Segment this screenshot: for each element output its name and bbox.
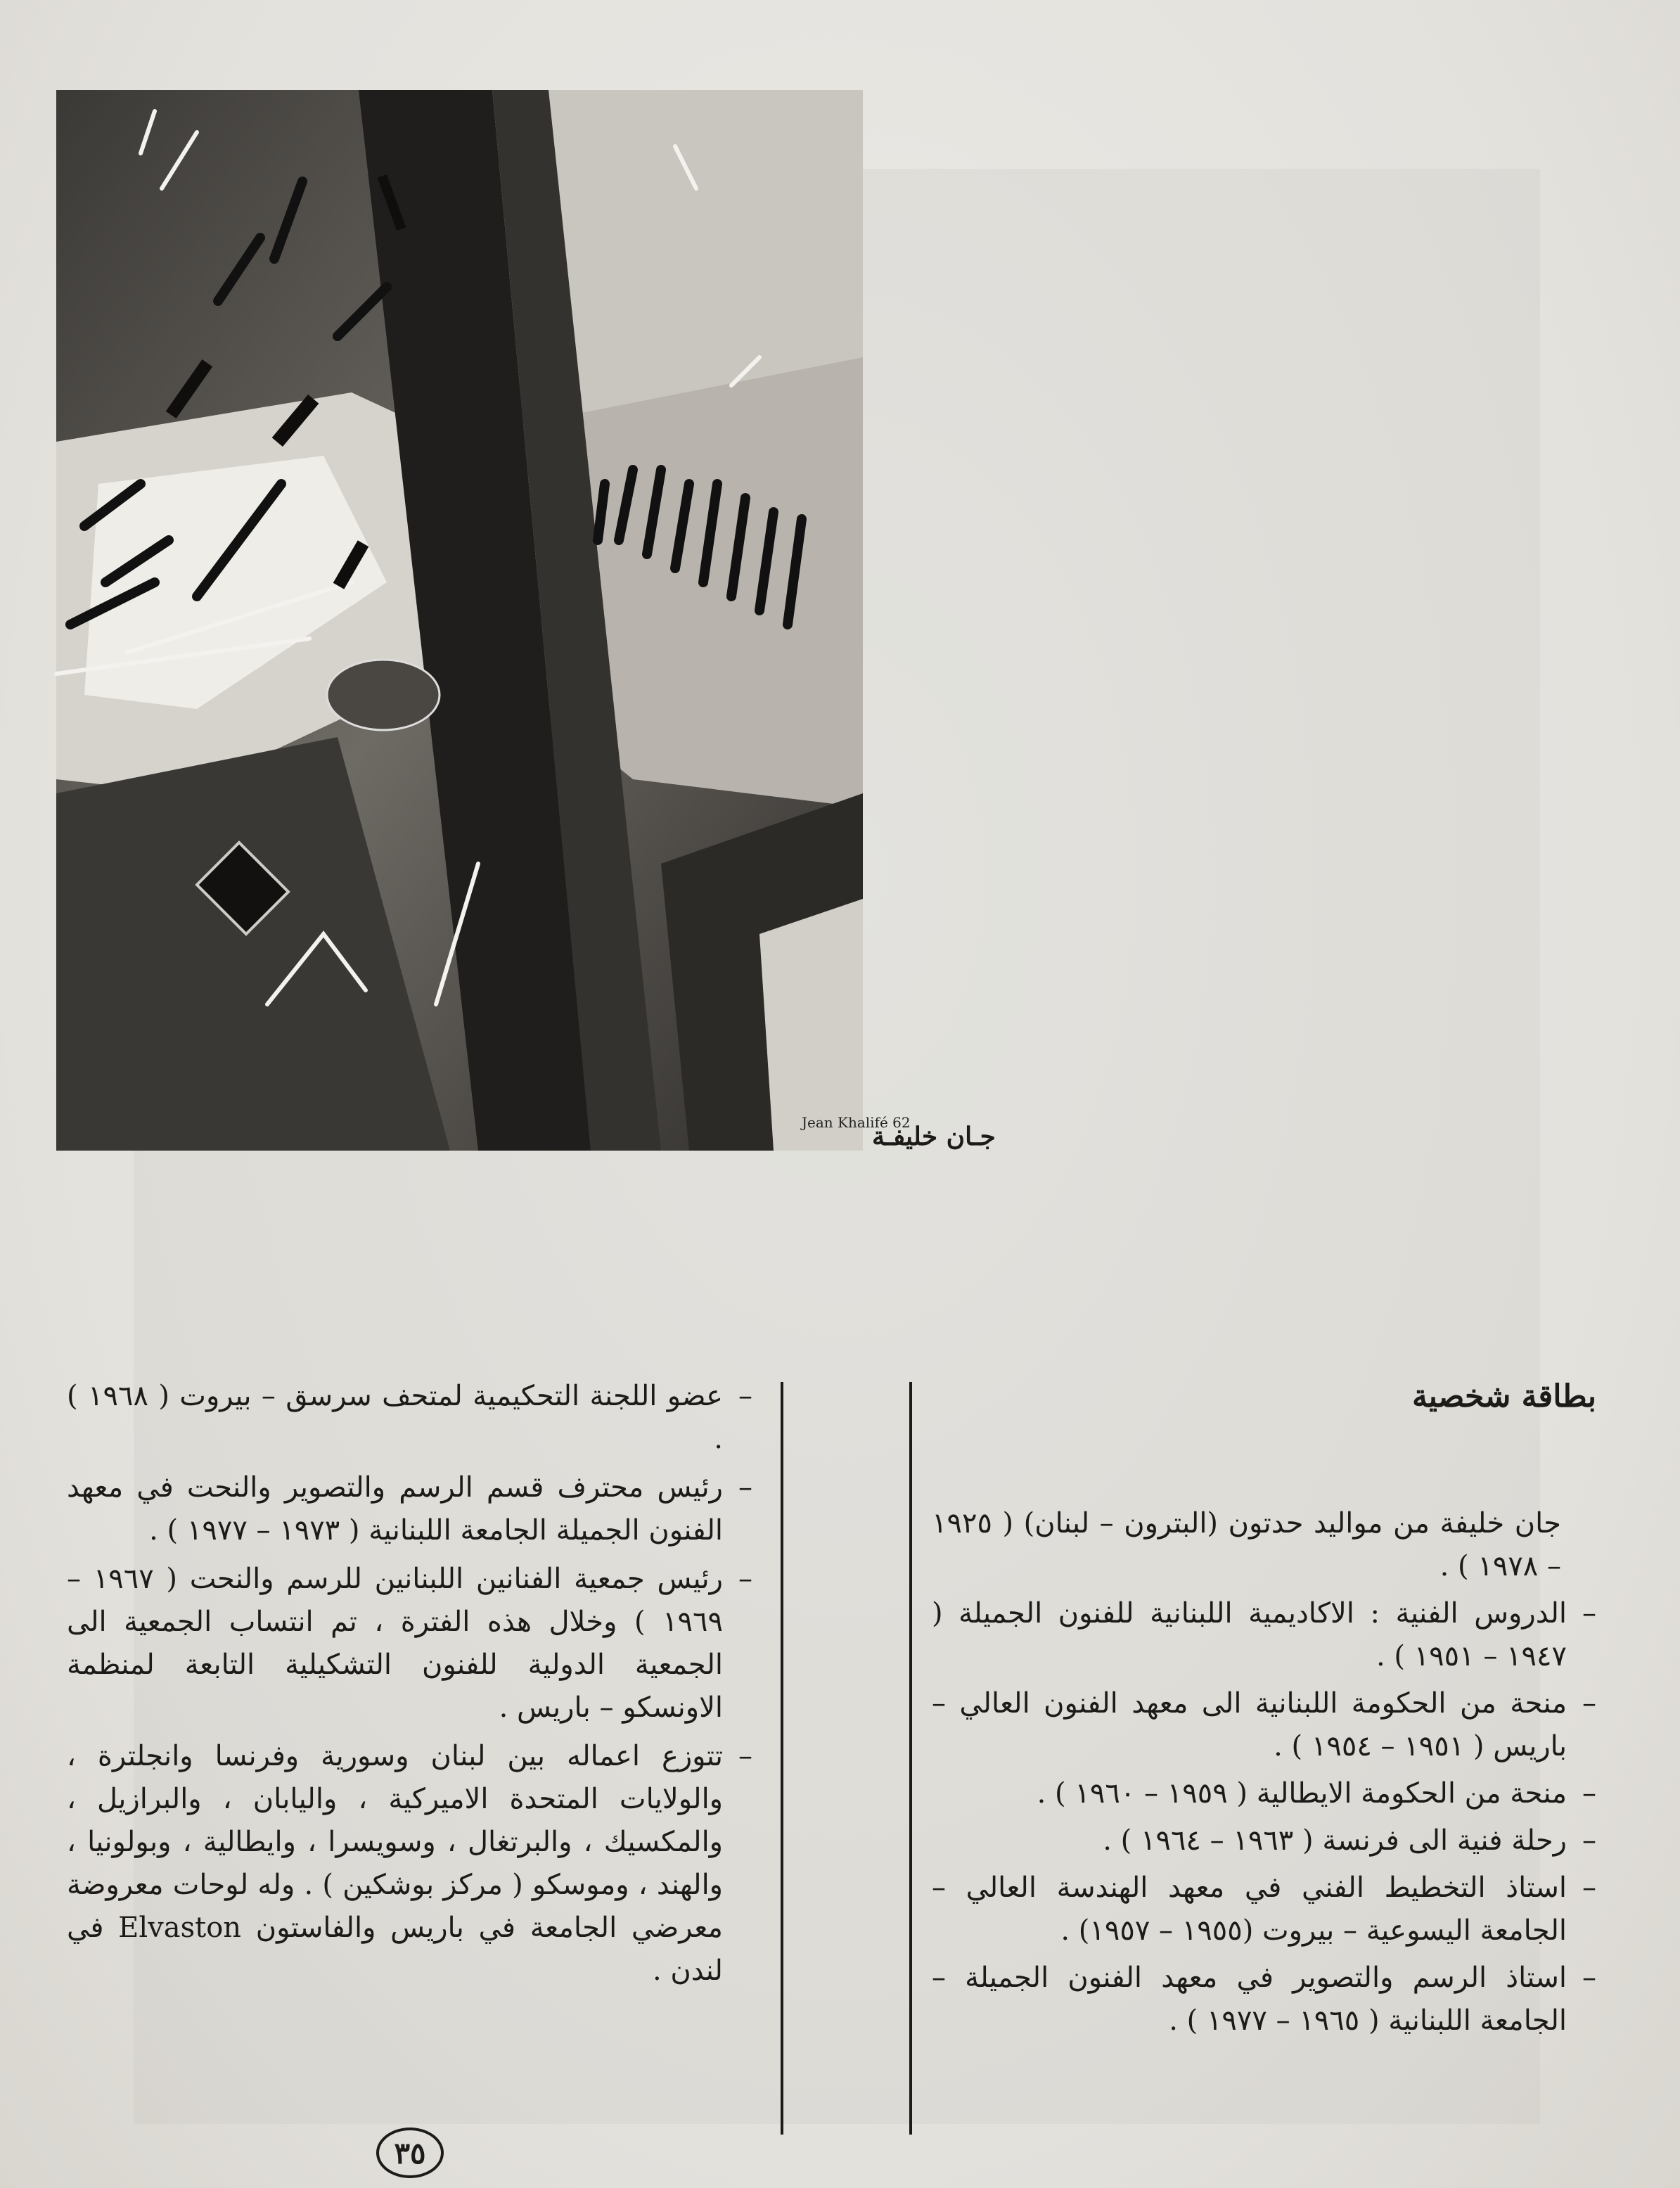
section-heading: بطاقة شخصية (1412, 1378, 1596, 1414)
abstract-painting-image (56, 90, 911, 1151)
bio-item: – رئيس محترف قسم الرسم والتصوير والنحت في معهد الفنون الجميلة الجامعة اللبنانية ( ١٩٧٣ – ١٩٧٧ ) . (67, 1466, 752, 1552)
bio-item: – رئيس جمعية الفنانين اللبنانين للرسم والنحت ( ١٩٦٧ – ١٩٦٩ ) وخلال هذه الفترة ، تم انتساب الجمعية الى الجمعية الدولية للفنون التشكيلية التابعة لمنظمة الاونسكو – باريس . (67, 1558, 752, 1729)
bio-item: – استاذ الرسم والتصوير في معهد الفنون الجميلة – الجامعة اللبنانية ( ١٩٦٥ – ١٩٧٧ ) . (932, 1957, 1596, 2042)
page-number: ٣٥ (376, 2128, 444, 2178)
bio-item: – تتوزع اعماله بين لبنان وسورية وفرنسا وانجلترة ، والولايات المتحدة الاميركية ، واليابان ، والبرازيل ، والمكسيك ، والبرتغال ، وسويسرا ، وايطالية ، وبولونيا ، والهند ، وموسكو ( مركز بوشكين ) . وله لوحات معروضة معرضي الجامعة في باريس والفاستون Elvaston في لندن . (67, 1735, 752, 1992)
bio-item: – منحة من الحكومة اللبنانية الى معهد الفنون العالي – باريس ( ١٩٥١ – ١٩٥٤ ) . (932, 1682, 1596, 1768)
column-divider-left (781, 1382, 783, 2135)
bio-item: – استاذ التخطيط الفني في معهد الهندسة العالي – الجامعة اليسوعية – بيروت (١٩٥٥ – ١٩٥٧) . (932, 1867, 1596, 1952)
biography-column-right (932, 1375, 1596, 2047)
bio-item: – الدروس الفنية : الاكاديمية اللبنانية للفنون الجميلة ( ١٩٤٧ – ١٩٥١ ) . (932, 1592, 1596, 1678)
column-divider-right (909, 1382, 912, 2135)
painting-artwork (56, 90, 911, 1151)
bio-intro: جان خليفة من مواليد حدتون (البترون – لبنان) ( ١٩٢٥ – ١٩٧٨ ) . (932, 1507, 1562, 1582)
painting-caption: جـان خليفـة (872, 1122, 996, 1151)
biography-column-left (67, 1375, 752, 1998)
bio-item: – عضو اللجنة التحكيمية لمتحف سرسق – بيروت ( ١٩٦٨ ) . (67, 1375, 752, 1461)
bio-item: – منحة من الحكومة الايطالية ( ١٩٥٩ – ١٩٦٠ ) . (932, 1772, 1596, 1815)
painting-signature: Jean Khalifé 62 (802, 1114, 911, 1131)
bio-item: – رحلة فنية الى فرنسة ( ١٩٦٣ – ١٩٦٤ ) . (932, 1819, 1596, 1862)
